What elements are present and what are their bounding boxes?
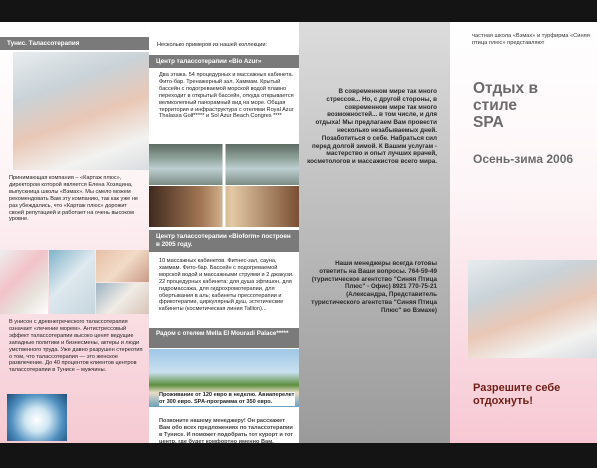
contacts-text: Наши менеджеры всегда готовы ответить на Ваши вопросы. 764-59-49 (туристическое агентство "Синяя Птица Плюс" - Офис) 8921 770-75-21 (Александра, Представитель туристического агентства "Синяя Птица Плюс" во Взмахе) xyxy=(311,260,437,314)
section-header-mouradi: Радом с отелем Mella El Mouradi Palace***** xyxy=(149,328,299,348)
panel-hotels xyxy=(149,22,299,443)
section-header-bio-azur: Центр талассотерапии «Bio Azur» xyxy=(149,55,299,68)
panel-invitation xyxy=(299,22,450,443)
cover-slogan: Разрешите себе отдохнуть! xyxy=(473,382,561,407)
prices-text: Проживание от 120 евро в неделю. Авиаперелет от 300 евро. SPA-программа от 350 евро. xyxy=(159,392,295,405)
season-title: Осень-зима 2006 xyxy=(473,152,574,166)
collection-intro: Несколько примеров из нашей коллекции: xyxy=(157,42,268,48)
bio-azur-description: Два этажа. 54 процедурных и массажных кабинета. Фито-бар. Тренажерный зал. Хаммам. Крытый бассейн с подогреваемой морской водой плавно переходит в открытый бассейн, откуда открывается великолепный панорамный вид на море. Общая территория и инфраструктура с отелями Royal Azur Thalassa Golf***** и Sol Azur Beach Congres **** xyxy=(159,72,294,120)
intro-paragraph: Принимающая компания – «Картаж плюс», директором которой является Елена Хозяцина, выпускница школы «Взмах». Мы смело можем рекомендовать Вам эту компанию, так как уже не раз убеждались, что «Картаж плюс» дорожит своей репутацией и работает на очень высоком уровне. xyxy=(9,175,139,223)
cover-title: Отдых в стиле SPA xyxy=(473,80,538,131)
thalasso-paragraph: В унисон с древнегреческого талассотерапия означает «лечение морем». Антистрессовый эффект талассотерапии высоко ценят ведущие западные политики и бизнесмены, актеры и люди умственного труда. Уже давно разрушен стереотип о том, что талассотерапия — это женское развлечение. До 40 процентов клиентов центров талассотерапии в Тунисе – мужчины. xyxy=(9,319,143,374)
section-header-bioform: Центр талассотерапии «Bioform» построен в 2005 году. xyxy=(149,230,299,252)
water-shower-photo xyxy=(7,394,67,441)
panel-left xyxy=(0,22,149,443)
bioform-description: 10 массажных кабинетов. Фитнес-зал, сауна, хаммам. Фито-бар. Бассейн с подогреваемой морской водой и массажными струями и 2 джакузи. 22 процедурных кабинета: для душа эфгишон, для гидромассажа, для гидрохромотерапии, для обертывания в аль; кабинеты прессотерапии и фрикотерапии, циркулярный душ, эстетические кабинеты (косметическая линия Tallion)... xyxy=(159,258,294,313)
section-header-tunisia: Тунис. Талассотерапия xyxy=(0,37,149,50)
spa-photo-strip xyxy=(0,250,149,314)
bio-azur-photos xyxy=(149,144,299,227)
massage-photo xyxy=(468,260,597,358)
presenters-text: частная школа «Взмах» и турфирма «Синяя птица плюс» представляют xyxy=(472,33,590,46)
woman-photo xyxy=(13,52,149,170)
invitation-text: В современном мире так много стрессов... Но, с другой стороны, в современном мире так много возможностей... в том числе, и для отдыха! Мы предлагаем Вам провести несколько незабываемых дней. Позаботиться о себе. Набраться сил перед долгой зимой. К Вашим услугам - мастерство и опыт лучших врачей, косметологов и массажистов всего мира. xyxy=(307,88,437,166)
panel-cover xyxy=(450,22,597,443)
call-manager-text: Позвоните нашему менеджеру! Он расскажет Вам обо всех предложениях по талассотерапии в Тунисе. И поможет подобрать тот курорт и тот центр, где будет комфортно именно Вам. xyxy=(159,418,294,443)
